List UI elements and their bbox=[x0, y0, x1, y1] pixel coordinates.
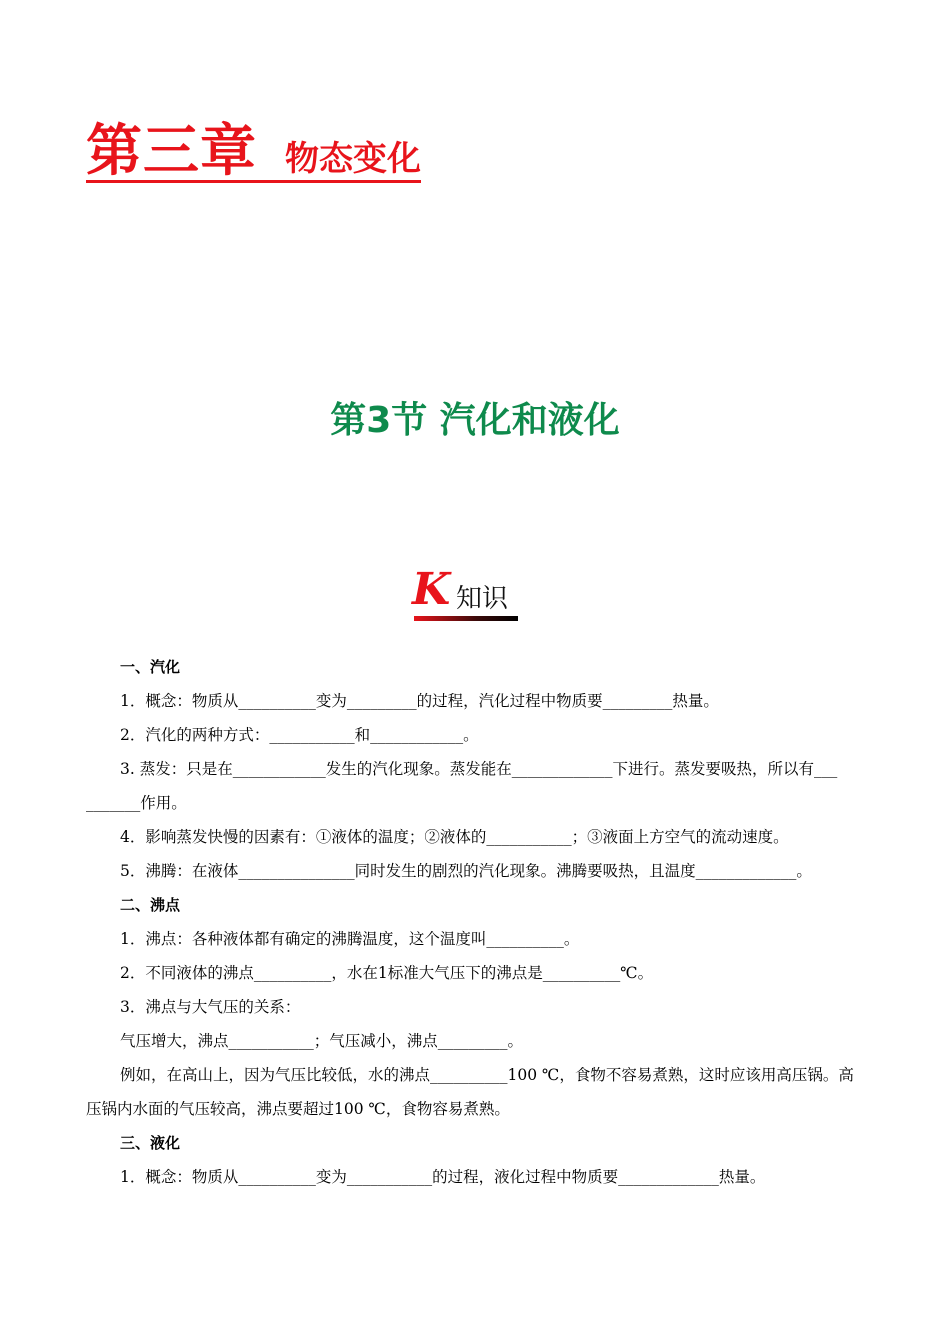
heading-liquefaction: 三、液化 bbox=[120, 1134, 181, 1152]
k-letter-icon: K bbox=[412, 564, 451, 615]
content-line: _______作用。 bbox=[86, 794, 187, 812]
content-line: 2．汽化的两种方式：___________和____________。 bbox=[120, 726, 479, 744]
badge-underline bbox=[414, 616, 518, 621]
content-line: 1．概念：物质从__________变为___________的过程，液化过程中物质要_____________热量。 bbox=[120, 1168, 766, 1186]
chapter-title: 物态变化 bbox=[285, 139, 421, 179]
content-line: 1．沸点：各种液体都有确定的沸腾温度，这个温度叫__________。 bbox=[120, 930, 580, 948]
chapter-heading bbox=[86, 119, 421, 184]
content-line: 例如，在高山上，因为气压比较低，水的沸点__________100 ℃，食物不容易煮熟，这时应该用高压锅。高 bbox=[120, 1066, 854, 1084]
content-line: 4．影响蒸发快慢的因素有：①液体的温度；②液体的___________；③液面上方空气的流动速度。 bbox=[120, 828, 789, 846]
heading-vaporization: 一、汽化 bbox=[120, 658, 181, 676]
heading-boiling-point: 二、沸点 bbox=[120, 896, 181, 914]
knowledge-badge bbox=[412, 564, 522, 624]
content-line: 3．沸点与大气压的关系： bbox=[120, 998, 301, 1016]
content-line: 气压增大，沸点___________；气压减小，沸点_________。 bbox=[120, 1032, 524, 1050]
chapter-number: 第三章 bbox=[86, 119, 257, 184]
content-line: 压锅内水面的气压较高，沸点要超过100 ℃，食物容易煮熟。 bbox=[86, 1100, 510, 1118]
content-line: 5．沸腾：在液体_______________同时发生的剧烈的汽化现象。沸腾要吸热，且温度_____________。 bbox=[120, 862, 812, 880]
content-line: 1．概念：物质从__________变为_________的过程，汽化过程中物质要_________热量。 bbox=[120, 692, 719, 710]
content-line: 2．不同液体的沸点__________，水在1标准大气压下的沸点是__________℃。 bbox=[120, 964, 654, 982]
section-title: 第3节 汽化和液化 bbox=[330, 400, 620, 441]
badge-label: 知识 bbox=[456, 584, 509, 614]
content-line: 3. 蒸发：只是在____________发生的汽化现象。蒸发能在_____________下进行。蒸发要吸热，所以有___ bbox=[120, 760, 838, 778]
knowledge-content bbox=[86, 650, 864, 1194]
